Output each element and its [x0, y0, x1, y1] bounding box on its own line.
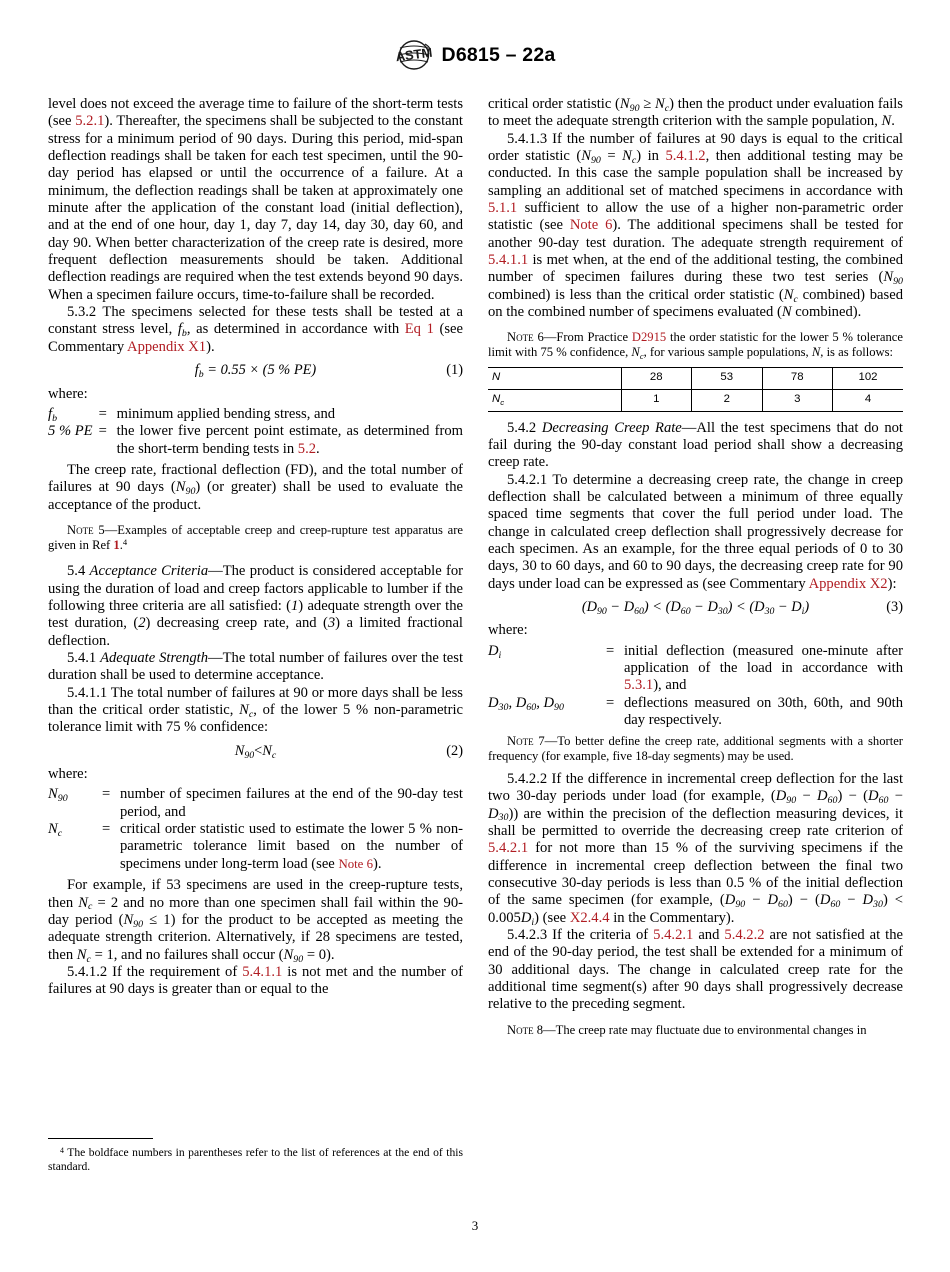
- paragraph-5-4-1-2: [48, 964, 463, 999]
- paragraph-5-4-2-2: 5.4.2.2 If the difference in incremental creep deflection for the last two 30-day periods under load (for example, $(D_{90} - D_{60}) - (D_{60} - D_{30})$) are within the precision of the deflection measuring devices, it shall be permitted to override the decreasing creep rate criterion of 5.4.2.1 for not more than 15 % of the surviving specimens if the difference in incremental creep deflection between the final two consecutive 30-day periods is less than 0.5 % of the initial deflection of the same specimen (for example, $(D_{90} - D_{60}) - (D_{60} - D_{30}) < 0.005D_i$) (see X2.4.4 in the Commentary).: [488, 770, 904, 928]
- text-run: The total number of failures at 90 or more days shall be less than the critical order statistic,: [48, 684, 463, 719]
- text-run: critical order statistic (: [488, 96, 620, 112]
- note-label: Note: [507, 734, 534, 749]
- paragraph-5-4-1-3: 5.4.1.3 If the number of failures at 90 days is equal to the critical order statistic $(N_{90} = N_c)$ in 5.4.1.2, then additional testing may be conducted. In this case the sample population shall be increased by sampling an additional set of matched specimens in accordance with 5.1.1 sufficient to allow the use of a higher non-parametric order statistic (see Note 6). The additional specimens shall be tested for another 90-day test duration. The adequate strength requirement of 5.4.1.1 is met when, at the end of the additional testing, the combined number of specimen failures during these two test series ($N_{90}$ combined) is less than the critical order statistic ($N_c$ combined) based on the combined number of specimens evaluated (N combined).: [488, 130, 903, 321]
- note-label: Note: [507, 330, 534, 345]
- definition-row: [48, 786, 463, 821]
- paragraph-5-4: 5.4 Acceptance Criteria—The product is considered acceptable for using the duration of load and creep factors applicable to lumber if the following three criteria are all satisfied: (1) adequate strength over the test duration, (2) decreasing creep rate, and (3) a limited fractional deflection.: [48, 563, 463, 649]
- paragraph-5-4-2-1: 5.4.2.1 To determine a decreasing creep rate, the change in creep deflection shall be calculated between a minimum of three equally spaced time segments that cover the full period under load. The change in calculated creep deflection shall progressively decrease for each specimen. As an example, for the three equal periods of 0 to 30 days, 30 to 60 days, and 60 to 90 days, the decreasing creep rate for 90 days under load can be expressed as (see Commentary Appendix X2):: [488, 471, 903, 592]
- note-label: Note: [507, 1022, 534, 1037]
- text-run: The creep rate, fractional deflection (FD), and the total number of failures at 90 days (: [48, 461, 463, 496]
- equation-number: (1): [446, 362, 463, 379]
- section-number: 5.4.2.2: [507, 770, 548, 787]
- equation-2: $N_{90}<N_c$ (2): [234, 742, 463, 761]
- section-number: 5.4.1.2: [67, 963, 108, 980]
- symbol-fb: $f_b$: [177, 321, 187, 340]
- definition-equals: =: [98, 405, 107, 422]
- table-cell: 4: [833, 389, 904, 411]
- paragraph-5-4-2-3: 5.4.2.3 If the criteria of 5.4.2.1 and 5.4.2.2 are not satisfied at the end of the 90-day period, the test shall be extended for a minimum of 30 additional days. The change in calculated creep rate for the additional time segment(s) after 90 days shall progressively decrease relative to the preceding segment.: [488, 926, 903, 1013]
- text-run: —The product is considered acceptable for using the duration of load and creep factors applicable to lumber if the following three criteria are all satisfied: (: [48, 563, 463, 614]
- paragraph-continuation: [48, 96, 463, 304]
- link-5-4-1-1[interactable]: 5.4.1.1: [488, 252, 529, 269]
- definition-symbol: $N_{90}$: [48, 786, 68, 805]
- text-run: ). Thereafter, the specimens shall be subjected to the constant stress for a minimum period of 90 days. During this period, mid-span deflection readings shall be taken for each test specimen, until the 90-day period has elapsed or until the occurrence of a failure. At a minimum, the deflection readings shall be taken at approximately one minute after the application of the constant load (initial deflection), and at the end of one hour, day 1, day 7, day 14, day 30, day 60, and day 90. When better characterization of the creep rate is desired, more frequent deflection measurements should be taken. Additional deflection readings are required when the test extends beyond 90 days. When a specimen failure occurs, time-to-failure shall be recorded.: [48, 113, 463, 303]
- link-d2915[interactable]: D2915: [631, 330, 667, 345]
- table-cell: 1: [621, 389, 692, 411]
- link-5-4-2-1[interactable]: 5.4.2.1: [653, 926, 694, 943]
- section-number: 5.3.2: [67, 304, 97, 321]
- table-cell: 78: [762, 367, 833, 389]
- paragraph-5-4-1-1: 5.4.1.1 The total number of failures at 90 or more days shall be less than the critical order statistic, $N_c$, of the lower 5 % non-parametric tolerance limit with 75 % confidence:: [48, 684, 464, 736]
- text-run: level does not exceed the average time to failure of the short-term tests (see: [48, 96, 463, 130]
- table-row-header: $N_c$: [488, 389, 621, 411]
- definition-text: critical order statistic used to estimate the lower 5 % non-parametric tolerance limit based on the number of specimens under long-term load (see Note 6).: [120, 821, 463, 872]
- text-run: —The total number of failures over the test duration shall be used to determine acceptance.: [48, 650, 463, 684]
- link-5-4-1-2[interactable]: 5.4.1.2: [665, 148, 706, 165]
- link-appendix-x2[interactable]: Appendix X2: [808, 575, 888, 592]
- section-number: 5.4.2.1: [507, 471, 548, 488]
- section-heading: Acceptance Criteria: [89, 563, 209, 580]
- footnote-marker: 4: [60, 1145, 64, 1155]
- definition-row: [48, 423, 463, 458]
- symbol-n90: N: [175, 479, 186, 496]
- table-row-header: N: [488, 367, 621, 389]
- link-5-1-1[interactable]: 5.1.1: [488, 200, 518, 217]
- text-run: If the requirement of: [107, 963, 243, 980]
- definition-text: the lower five percent point estimate, as determined from the short-term bending tests in 5.2.: [116, 423, 463, 457]
- link-appendix-x1[interactable]: Appendix X1: [127, 338, 207, 355]
- link-5-2-1[interactable]: 5.2.1: [75, 113, 105, 130]
- link-note-6[interactable]: Note 6: [338, 856, 373, 871]
- section-number: 5.4.1.1: [67, 684, 108, 701]
- page-header: [0, 38, 950, 78]
- paragraph-creep-rate: The creep rate, fractional deflection (FD), and the total number of failures at 90 days $(N_{90})$ (or greater) shall be used to evaluate the acceptance of the product.: [48, 461, 464, 513]
- note-label: Note: [67, 522, 94, 537]
- note-8: Note 8—The creep rate may fluctuate due to environmental changes in: [507, 1022, 867, 1037]
- text-run: To determine a decreasing creep rate, the change in creep deflection shall be calculated between a minimum of three equally spaced time segments that cover the full period under load. The change in calculated creep deflection shall progressively decrease for each specimen. As an example, for the three equal periods of 0 to 30 days, 30 to 60 days, and 60 to 90 days, the decreasing creep rate for 90 days under load can be expressed as (see Commentary: [488, 471, 903, 592]
- section-heading: Adequate Strength: [100, 650, 209, 667]
- section-number: 5.4.1: [67, 650, 97, 667]
- definition-symbol: $D_{30}$, $D_{60}$, $D_{90}$: [488, 694, 564, 713]
- table-cell: 28: [621, 367, 692, 389]
- footnote-rule: [48, 1138, 153, 1139]
- text-run: ) (or greater) shall be used to evaluate the acceptance of the product.: [48, 479, 464, 513]
- definition-text: deflections measured on 30th, 60th, and 90th day respectively.: [624, 694, 903, 729]
- equation-expression: $(D_{90} - D_{60}) < (D_{60} - D_{30}) < (D_{30} - D_i)$: [581, 599, 810, 617]
- text-run: If the number of failures at 90 days is equal to the critical order statistic (: [488, 130, 903, 165]
- definition-symbol: $f_b$: [48, 405, 58, 424]
- text-run: The specimens selected for these tests shall be tested at a constant stress level,: [48, 304, 463, 338]
- section-number: 5.4.1.3: [507, 130, 548, 147]
- definition-row: [488, 643, 903, 695]
- footnote-marker: 4: [122, 537, 128, 548]
- table-cell: 102: [833, 367, 904, 389]
- definition-row: [488, 695, 903, 730]
- paragraph-5-4-1: [48, 650, 463, 685]
- link-note-6[interactable]: Note 6: [569, 217, 613, 234]
- right-column: [488, 96, 903, 1037]
- text-run: (see Commentary: [48, 321, 463, 355]
- table-cell: 2: [692, 389, 763, 411]
- definition-list-2: [48, 786, 463, 873]
- link-5-2[interactable]: 5.2: [297, 440, 317, 457]
- definition-symbol: 5 % PE: [48, 423, 93, 440]
- link-x2-4-4[interactable]: X2.4.4: [569, 909, 610, 926]
- section-number: 5.4.2: [507, 419, 537, 436]
- where-label: where:: [488, 622, 528, 639]
- note-7: Note 7—To better define the creep rate, additional segments with a shorter frequency (for example, five 18-day segments) may be used.: [488, 734, 903, 764]
- where-label: where:: [48, 385, 88, 402]
- left-column: [48, 96, 463, 999]
- paragraph-5-3-2: [48, 304, 463, 356]
- equation-expression: = 0.55 × (5 % PE): [203, 362, 317, 379]
- definition-symbol: $D_i$: [488, 642, 502, 661]
- section-number: 5.4.2.3: [507, 926, 548, 943]
- link-5-4-1-1[interactable]: 5.4.1.1: [242, 963, 283, 980]
- text-run: is not met and the number of failures at 90 days is greater than or equal to the: [48, 963, 463, 998]
- footnote-area: [48, 1138, 463, 1173]
- text-run: Examples of acceptable creep and creep-rupture test apparatus are given in Ref: [48, 522, 463, 552]
- link-5-3-1[interactable]: 5.3.1: [624, 677, 654, 694]
- table-cell: 53: [692, 367, 763, 389]
- definition-equals: =: [102, 821, 111, 838]
- definition-list-1: [48, 406, 463, 458]
- definition-row: [48, 406, 463, 423]
- section-number: 5.4: [67, 563, 86, 580]
- page-number: 3: [471, 1218, 479, 1233]
- definition-equals: =: [102, 786, 111, 803]
- definition-symbol: $N_c$: [48, 821, 63, 840]
- order-statistic-table: [488, 367, 903, 412]
- paragraph-5-4-2: [488, 420, 903, 472]
- paragraph-continuation: critical order statistic $(N_{90} \ge N_c)$ then the product under evaluation fails to meet the adequate strength criterion with the sample population, N.: [488, 96, 903, 130]
- equation-1: $f_b = 0.55 \times (5$ % PE) (1): [194, 362, 463, 381]
- table-cell: 3: [762, 389, 833, 411]
- paragraph-example: For example, if 53 specimens are used in the creep-rupture tests, then $N_c = 2$ and no more than one specimen shall fail within the 90-day period $(N_{90} \le 1)$ for the product to be accepted as meeting the adequate strength criterion. Alternatively, if 28 specimens are tested, then $N_c = 1$, and no failures shall occur $(N_{90} = 0)$.: [48, 877, 463, 965]
- astm-logo: [395, 38, 435, 72]
- definition-equals: =: [606, 642, 615, 659]
- ref-link-1[interactable]: 1: [113, 537, 120, 552]
- text-run: , as determined in accordance with: [186, 321, 405, 338]
- definition-text: number of specimen failures at the end of the 90-day test period, and: [120, 786, 463, 820]
- text-run: If the criteria of: [547, 926, 654, 943]
- table-row: [488, 389, 903, 411]
- svg-text:ASTM: ASTM: [394, 44, 433, 65]
- definition-text: initial deflection (measured one-minute after application of the load in accordance with 5.3.1), and: [624, 642, 903, 694]
- link-eq-1[interactable]: Eq 1: [404, 321, 434, 338]
- equation-number: (2): [446, 742, 463, 759]
- footnote-text: The boldface numbers in parentheses refer to the list of references at the end of this standard.: [48, 1146, 463, 1173]
- text-run: If the difference in incremental creep deflection for the last two 30-day periods under load (for example, (: [488, 770, 903, 805]
- definition-equals: =: [98, 423, 107, 440]
- definition-row: [48, 821, 463, 873]
- definition-text: minimum applied bending stress, and: [116, 405, 336, 422]
- note-5: Note 5—Examples of acceptable creep and creep-rupture test apparatus are given in Ref 1.$^4$: [48, 522, 463, 552]
- equation-symbol: f: [194, 362, 199, 379]
- text-run: —All the test specimens that do not fail during the 90-day constant load period shall show a decreasing creep rate.: [488, 419, 903, 471]
- definition-equals: =: [606, 694, 615, 711]
- section-heading: Decreasing Creep Rate: [541, 419, 682, 436]
- link-5-4-2-1[interactable]: 5.4.2.1: [488, 840, 529, 857]
- text-run: ).: [206, 338, 215, 355]
- equation-3: [488, 599, 903, 616]
- text-run: For example, if 53 specimens are used in the creep-rupture tests, then: [48, 877, 463, 911]
- document-designation: D6815 – 22a: [441, 43, 556, 66]
- where-label: where:: [48, 766, 88, 783]
- text-run: , of the lower 5 % non-parametric tolerance limit with 75 % confidence:: [48, 702, 464, 736]
- equation-number: (3): [886, 599, 903, 615]
- note-6: Note 6—From Practice D2915 the order statistic for the lower 5 % tolerance limit with 75 % confidence, $N_c$, for various sample populations, N, is as follows:: [488, 330, 903, 361]
- link-5-4-2-2[interactable]: 5.4.2.2: [724, 926, 765, 943]
- footnote-4: [48, 1146, 463, 1173]
- definition-list-3: [488, 643, 903, 730]
- table-row: [488, 367, 903, 389]
